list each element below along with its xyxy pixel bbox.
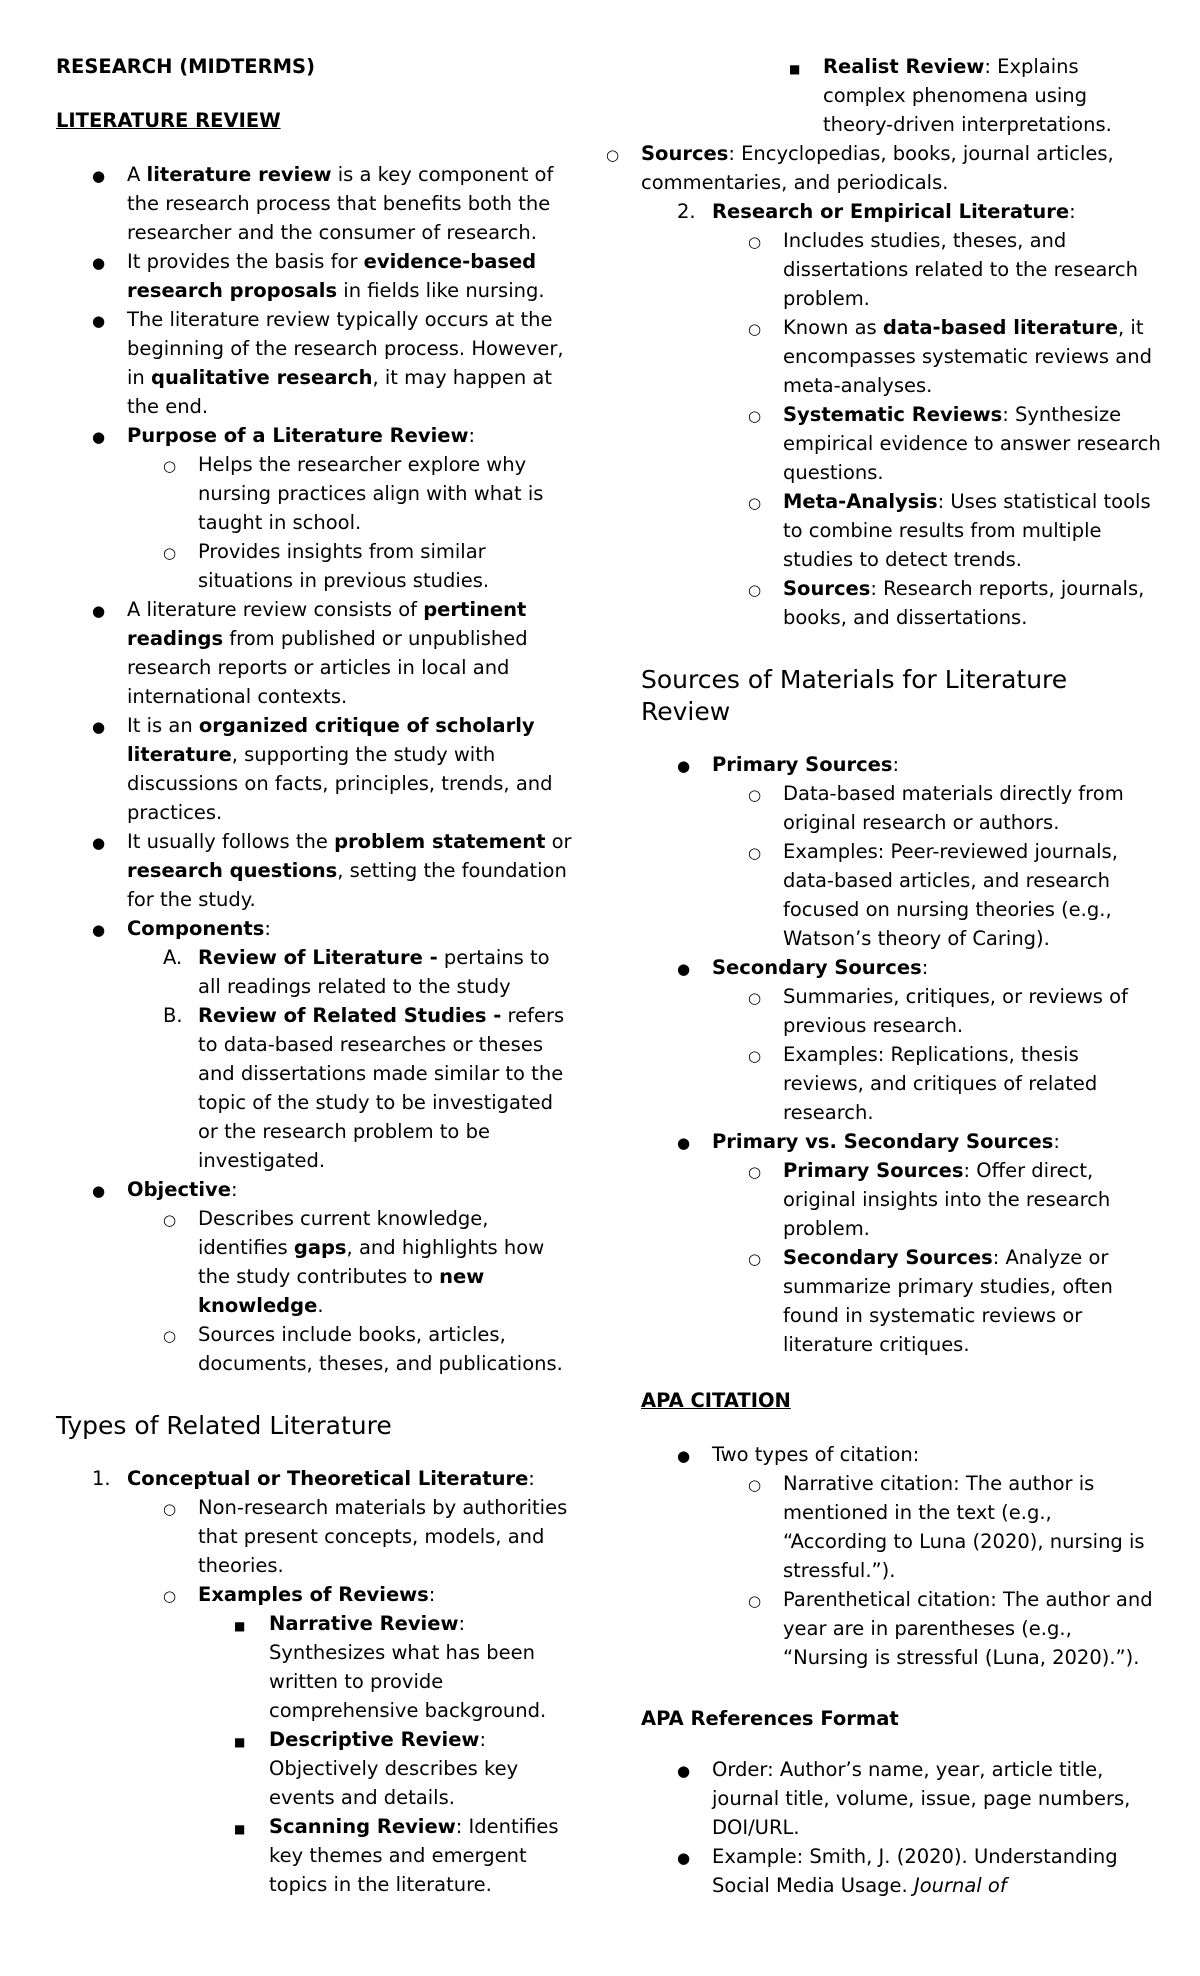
list-item: 2. Research or Empirical Literature: ○ Includes studies, theses, and dissertations related to the research problem. ○ Known as data-based literature, it encompasses systematic reviews and meta-analyses. ○ Systematic Reviews: Synthesize empirical evidence to answer research questions. ○ Meta-Analysis: Uses statistical tools to combine results from multiple studies to detect trends. ○ Sources: Research reports, journals, books, and dissertations.	[641, 197, 1161, 632]
circle-bullet-icon	[748, 1243, 770, 1274]
sub-list-item: ○ Examples of Reviews: ■ Narrative Review: Synthesizes what has been written to provide comprehensive background. ■ Descriptive Review: Objectively describes key events and details. ■ Scanning Review: Identifies key themes and emergent topics in the literature.	[127, 1580, 576, 1899]
list-item: ● Purpose of a Literature Review: ○ Helps the researcher explore why nursing practices align with what is taught in school. ○ Provides insights from similar situations in previous studies.	[56, 421, 576, 595]
circle-bullet-icon	[748, 574, 770, 605]
literature-review-heading: LITERATURE REVIEW	[56, 109, 281, 132]
circle-bullet-icon	[748, 226, 770, 257]
list-item: ● Objective: ○ Describes current knowledge, identifies gaps, and highlights how the study contributes to new knowledge. ○ Sources include books, articles, documents, theses, and publications.	[56, 1175, 576, 1378]
types-heading: Types of Related Literature	[56, 1411, 392, 1440]
sub-list-item: ○ Examples: Replications, thesis reviews, and critiques of related research.	[712, 1040, 1161, 1127]
bullet-icon	[92, 305, 114, 336]
square-bullet-icon	[234, 1725, 256, 1757]
list-item: ● Components: A. Review of Literature - pertains to all readings related to the study B. Review of Related Studies - refers to data-based researches or theses and dissertations made similar to the topic of the study to be investigated or the research problem to be investigated.	[56, 914, 576, 1175]
circle-bullet-icon	[748, 1469, 770, 1500]
sub-list-item: ○ Meta-Analysis: Uses statistical tools to combine results from multiple studies to detect trends.	[712, 487, 1161, 574]
bullet-icon	[92, 160, 114, 191]
circle-bullet-icon	[163, 1493, 185, 1524]
left-column	[56, 52, 576, 1899]
circle-bullet-icon	[748, 982, 770, 1013]
sub-list-item: ○ Provides insights from similar situations in previous studies.	[127, 537, 576, 595]
sub-sub-list-item: ■ Realist Review: Explains complex phenomena using theory-driven interpretations.	[783, 52, 1161, 139]
square-bullet-icon	[234, 1812, 256, 1844]
list-item: ● A literature review is a key component of the research process that benefits both the researcher and the consumer of research.	[56, 160, 576, 247]
right-column	[641, 52, 1161, 1900]
circle-bullet-icon	[748, 400, 770, 431]
types-list	[56, 1464, 576, 1899]
bullet-icon	[92, 247, 114, 278]
document-title: RESEARCH (MIDTERMS)	[56, 55, 315, 78]
list-item: ● Order: Author’s name, year, article title, journal title, volume, issue, page numbers, DOI/URL.	[641, 1755, 1161, 1842]
bullet-icon	[92, 595, 114, 626]
bullet-icon	[677, 1842, 699, 1873]
circle-bullet-icon	[163, 537, 185, 568]
sub-sub-list-item: ■ Narrative Review: Synthesizes what has been written to provide comprehensive background.	[198, 1609, 576, 1725]
list-item: 1. Conceptual or Theoretical Literature: ○ Non-research materials by authorities that present concepts, models, and theories. ○ Examples of Reviews: ■ Narrative Review: Synthesizes what has been written to provide comprehensive background. ■ Descriptive Review: Objectively describes key events and details. ■ Scanning Review: Identifies key themes and emergent topics in the literature.	[56, 1464, 576, 1899]
list-item: ● Primary vs. Secondary Sources: ○ Primary Sources: Offer direct, original insights into the research problem. ○ Secondary Sources: Analyze or summarize primary studies, often found in systematic reviews or literature critiques.	[641, 1127, 1161, 1359]
bullet-icon	[92, 914, 114, 945]
square-bullet-icon	[789, 52, 811, 84]
sources-heading: Sources of Materials for Literature Review	[641, 665, 1068, 726]
bullet-icon	[677, 1755, 699, 1786]
apa-references-heading: APA References Format	[641, 1707, 899, 1730]
sub-list-item: ○ Describes current knowledge, identifies gaps, and highlights how the study contributes to new knowledge.	[127, 1204, 576, 1320]
list-item: ● The literature review typically occurs at the beginning of the research process. However, in qualitative research, it may happen at the end.	[56, 305, 576, 421]
list-marker: B.	[163, 1004, 183, 1027]
apa-citation-list	[641, 1440, 1161, 1672]
literature-review-list	[56, 160, 576, 1378]
sub-list-item: ○ Non-research materials by authorities that present concepts, models, and theories.	[127, 1493, 576, 1580]
sub-list-item: ○ Data-based materials directly from original research or authors.	[712, 779, 1161, 837]
sub-list-item: ○ Sources: Research reports, journals, books, and dissertations.	[712, 574, 1161, 632]
circle-bullet-icon	[163, 450, 185, 481]
bullet-icon	[92, 1175, 114, 1206]
circle-bullet-icon	[163, 1580, 185, 1611]
apa-citation-heading: APA CITATION	[641, 1389, 791, 1412]
sub-list-item: ○ Narrative citation: The author is mentioned in the text (e.g., “According to Luna (2020), nursing is stressful.”).	[712, 1469, 1161, 1585]
sub-list-item: ○ Primary Sources: Offer direct, original insights into the research problem.	[712, 1156, 1161, 1243]
bullet-icon	[677, 1440, 699, 1471]
list-item: ● It usually follows the problem statement or research questions, setting the foundation for the study.	[56, 827, 576, 914]
bullet-icon	[92, 421, 114, 452]
list-marker: A.	[163, 946, 183, 969]
bullet-icon	[92, 827, 114, 858]
circle-bullet-icon	[748, 837, 770, 868]
sub-list-item: ○ Sources: Encyclopedias, books, journal articles, commentaries, and periodicals.	[641, 139, 1161, 197]
sub-list-item: ○ Sources include books, articles, documents, theses, and publications.	[127, 1320, 576, 1378]
circle-bullet-icon	[748, 487, 770, 518]
circle-bullet-icon	[748, 1585, 770, 1616]
sub-list-item: ○ Examples: Peer-reviewed journals, data-based articles, and research focused on nursing theories (e.g., Watson’s theory of Caring).	[712, 837, 1161, 953]
bullet-icon	[677, 953, 699, 984]
sub-list-item: ○ Includes studies, theses, and dissertations related to the research problem.	[712, 226, 1161, 313]
bullet-icon	[677, 750, 699, 781]
list-item: ● Primary Sources: ○ Data-based materials directly from original research or authors. ○ Examples: Peer-reviewed journals, data-based articles, and research focused on nursing theories (e.g., Watson’s theory of Caring).	[641, 750, 1161, 953]
list-item: ● Two types of citation: ○ Narrative citation: The author is mentioned in the text (e.g., “According to Luna (2020), nursing is stressful.”). ○ Parenthetical citation: The author and year are in parentheses (e.g., “Nursing is stressful (Luna, 2020).”).	[641, 1440, 1161, 1672]
sub-sub-list-item: ■ Descriptive Review: Objectively describes key events and details.	[198, 1725, 576, 1812]
sub-list-item: ○ Secondary Sources: Analyze or summarize primary studies, often found in systematic reviews or literature critiques.	[712, 1243, 1161, 1359]
circle-bullet-icon	[748, 1040, 770, 1071]
bullet-icon	[677, 1127, 699, 1158]
sub-list-item: ○ Systematic Reviews: Synthesize empirical evidence to answer research questions.	[712, 400, 1161, 487]
list-item: ● Secondary Sources: ○ Summaries, critiques, or reviews of previous research. ○ Examples: Replications, thesis reviews, and critiques of related research.	[641, 953, 1161, 1127]
list-item: ● It is an organized critique of scholarly literature, supporting the study with discussions on facts, principles, trends, and practices.	[56, 711, 576, 827]
list-item: ● A literature review consists of pertinent readings from published or unpublished research reports or articles in local and international contexts.	[56, 595, 576, 711]
sub-list-item: A. Review of Literature - pertains to all readings related to the study	[127, 943, 576, 1001]
sub-list-item: ○ Summaries, critiques, or reviews of previous research.	[712, 982, 1161, 1040]
circle-bullet-icon	[163, 1204, 185, 1235]
circle-bullet-icon	[163, 1320, 185, 1351]
apa-references-list	[641, 1755, 1161, 1900]
sub-list-item: B. Review of Related Studies - refers to data-based researches or theses and dissertations made similar to the topic of the study to be investigated or the research problem to be investigated.	[127, 1001, 576, 1175]
types-list-2	[641, 197, 1161, 632]
types-list-continued	[641, 52, 1161, 197]
sub-sub-list-item: ■ Scanning Review: Identifies key themes and emergent topics in the literature.	[198, 1812, 576, 1899]
square-bullet-icon	[234, 1609, 256, 1641]
list-marker: 1.	[92, 1467, 111, 1490]
circle-bullet-icon	[748, 1156, 770, 1187]
list-marker: 2.	[677, 200, 696, 223]
bullet-icon	[92, 711, 114, 742]
circle-bullet-icon	[748, 779, 770, 810]
sub-list-item: ○ Parenthetical citation: The author and year are in parentheses (e.g., “Nursing is stressful (Luna, 2020).”).	[712, 1585, 1161, 1672]
sources-list	[641, 750, 1161, 1359]
list-item: ● It provides the basis for evidence-based research proposals in fields like nursing.	[56, 247, 576, 305]
sub-list-item: ○ Known as data-based literature, it encompasses systematic reviews and meta-analyses.	[712, 313, 1161, 400]
sub-list-item: ○ Helps the researcher explore why nursing practices align with what is taught in school.	[127, 450, 576, 537]
circle-bullet-icon	[748, 313, 770, 344]
list-item: ● Example: Smith, J. (2020). Understanding Social Media Usage. Journal of	[641, 1842, 1161, 1900]
circle-bullet-icon	[606, 139, 628, 170]
